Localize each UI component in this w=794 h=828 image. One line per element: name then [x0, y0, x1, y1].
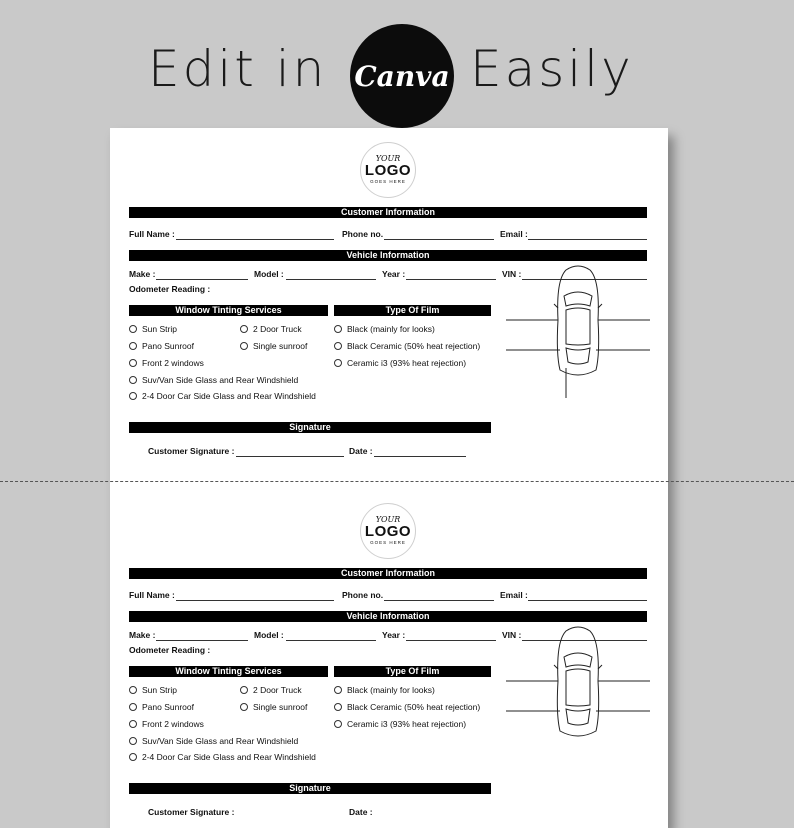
- phone-field[interactable]: [384, 239, 494, 240]
- email-field[interactable]: [528, 600, 647, 601]
- film-option[interactable]: Black (mainly for looks): [334, 324, 435, 334]
- type-of-film-header: Type Of Film: [334, 666, 491, 677]
- make-field[interactable]: [156, 640, 248, 641]
- film-option[interactable]: Black Ceramic (50% heat rejection): [334, 341, 480, 351]
- tint-form-top: [128, 140, 648, 460]
- date-label: Date :: [349, 446, 373, 456]
- logo-placeholder: [360, 503, 416, 559]
- service-option[interactable]: 2-4 Door Car Side Glass and Rear Windshield: [129, 391, 316, 401]
- service-option[interactable]: Suv/Van Side Glass and Rear Windshield: [129, 736, 298, 746]
- radio-icon[interactable]: [334, 325, 342, 333]
- radio-icon[interactable]: [334, 686, 342, 694]
- canva-logo-text: Canva: [354, 59, 450, 93]
- full-name-label: Full Name :: [129, 229, 175, 239]
- full-name-label: Full Name :: [129, 590, 175, 600]
- make-label: Make :: [129, 630, 156, 640]
- vin-label: VIN :: [502, 269, 522, 279]
- signature-header: Signature: [129, 783, 491, 794]
- radio-icon[interactable]: [129, 376, 137, 384]
- customer-info-header: Customer Information: [129, 207, 647, 218]
- film-option[interactable]: Ceramic i3 (93% heat rejection): [334, 358, 466, 368]
- radio-icon[interactable]: [334, 720, 342, 728]
- model-field[interactable]: [286, 640, 376, 641]
- service-option[interactable]: Front 2 windows: [129, 719, 204, 729]
- radio-icon[interactable]: [240, 686, 248, 694]
- service-option[interactable]: 2-4 Door Car Side Glass and Rear Windshield: [129, 752, 316, 762]
- type-of-film-header: Type Of Film: [334, 305, 491, 316]
- car-diagram-icon: [506, 258, 650, 398]
- email-label: Email :: [500, 229, 528, 239]
- date-label: Date :: [349, 807, 373, 817]
- service-option[interactable]: 2 Door Truck: [240, 685, 302, 695]
- radio-icon[interactable]: [240, 342, 248, 350]
- vehicle-info-header: Vehicle Information: [129, 611, 647, 622]
- model-field[interactable]: [286, 279, 376, 280]
- radio-icon[interactable]: [129, 720, 137, 728]
- customer-info-header: Customer Information: [129, 568, 647, 579]
- radio-icon[interactable]: [129, 703, 137, 711]
- service-option[interactable]: Front 2 windows: [129, 358, 204, 368]
- customer-signature-label: Customer Signature :: [148, 807, 235, 817]
- model-label: Model :: [254, 630, 284, 640]
- year-field[interactable]: [406, 640, 496, 641]
- radio-icon[interactable]: [129, 753, 137, 761]
- radio-icon[interactable]: [334, 342, 342, 350]
- radio-icon[interactable]: [129, 325, 137, 333]
- service-option[interactable]: 2 Door Truck: [240, 324, 302, 334]
- logo-goes-here: GOES HERE: [370, 540, 406, 546]
- odometer-label: Odometer Reading :: [129, 284, 211, 294]
- service-option[interactable]: Single sunroof: [240, 341, 307, 351]
- logo-main: LOGO: [364, 162, 412, 180]
- radio-icon[interactable]: [129, 686, 137, 694]
- odometer-label: Odometer Reading :: [129, 645, 211, 655]
- promo-banner: [0, 0, 794, 128]
- banner-text-right: Easily: [470, 40, 634, 98]
- phone-field[interactable]: [384, 600, 494, 601]
- full-name-field[interactable]: [176, 600, 334, 601]
- phone-label: Phone no.: [342, 590, 384, 600]
- radio-icon[interactable]: [129, 737, 137, 745]
- radio-icon[interactable]: [240, 703, 248, 711]
- year-label: Year :: [382, 630, 406, 640]
- radio-icon[interactable]: [129, 392, 137, 400]
- make-label: Make :: [129, 269, 156, 279]
- year-field[interactable]: [406, 279, 496, 280]
- customer-signature-field[interactable]: [236, 456, 344, 457]
- cut-line: [0, 481, 794, 482]
- logo-your: YOUR: [375, 154, 401, 164]
- radio-icon[interactable]: [334, 703, 342, 711]
- service-option[interactable]: Suv/Van Side Glass and Rear Windshield: [129, 375, 298, 385]
- year-label: Year :: [382, 269, 406, 279]
- film-option[interactable]: Ceramic i3 (93% heat rejection): [334, 719, 466, 729]
- logo-main: LOGO: [364, 523, 412, 541]
- make-field[interactable]: [156, 279, 248, 280]
- logo-goes-here: GOES HERE: [370, 179, 406, 185]
- film-option[interactable]: Black (mainly for looks): [334, 685, 435, 695]
- service-option[interactable]: Pano Sunroof: [129, 341, 194, 351]
- customer-signature-label: Customer Signature :: [148, 446, 235, 456]
- radio-icon[interactable]: [129, 342, 137, 350]
- service-option[interactable]: Sun Strip: [129, 685, 177, 695]
- tint-form-bottom: [128, 501, 648, 821]
- tinting-services-header: Window Tinting Services: [129, 666, 328, 677]
- film-option[interactable]: Black Ceramic (50% heat rejection): [334, 702, 480, 712]
- service-option[interactable]: Single sunroof: [240, 702, 307, 712]
- logo-placeholder: [360, 142, 416, 198]
- vin-label: VIN :: [502, 630, 522, 640]
- date-field[interactable]: [374, 456, 466, 457]
- tinting-services-header: Window Tinting Services: [129, 305, 328, 316]
- canva-badge: [350, 24, 454, 128]
- email-label: Email :: [500, 590, 528, 600]
- vehicle-info-header: Vehicle Information: [129, 250, 647, 261]
- phone-label: Phone no.: [342, 229, 384, 239]
- radio-icon[interactable]: [240, 325, 248, 333]
- banner-text-left: Edit in: [148, 40, 328, 98]
- model-label: Model :: [254, 269, 284, 279]
- car-diagram-icon: [506, 619, 650, 759]
- radio-icon[interactable]: [334, 359, 342, 367]
- logo-your: YOUR: [375, 515, 401, 525]
- full-name-field[interactable]: [176, 239, 334, 240]
- service-option[interactable]: Sun Strip: [129, 324, 177, 334]
- signature-header: Signature: [129, 422, 491, 433]
- radio-icon[interactable]: [129, 359, 137, 367]
- email-field[interactable]: [528, 239, 647, 240]
- service-option[interactable]: Pano Sunroof: [129, 702, 194, 712]
